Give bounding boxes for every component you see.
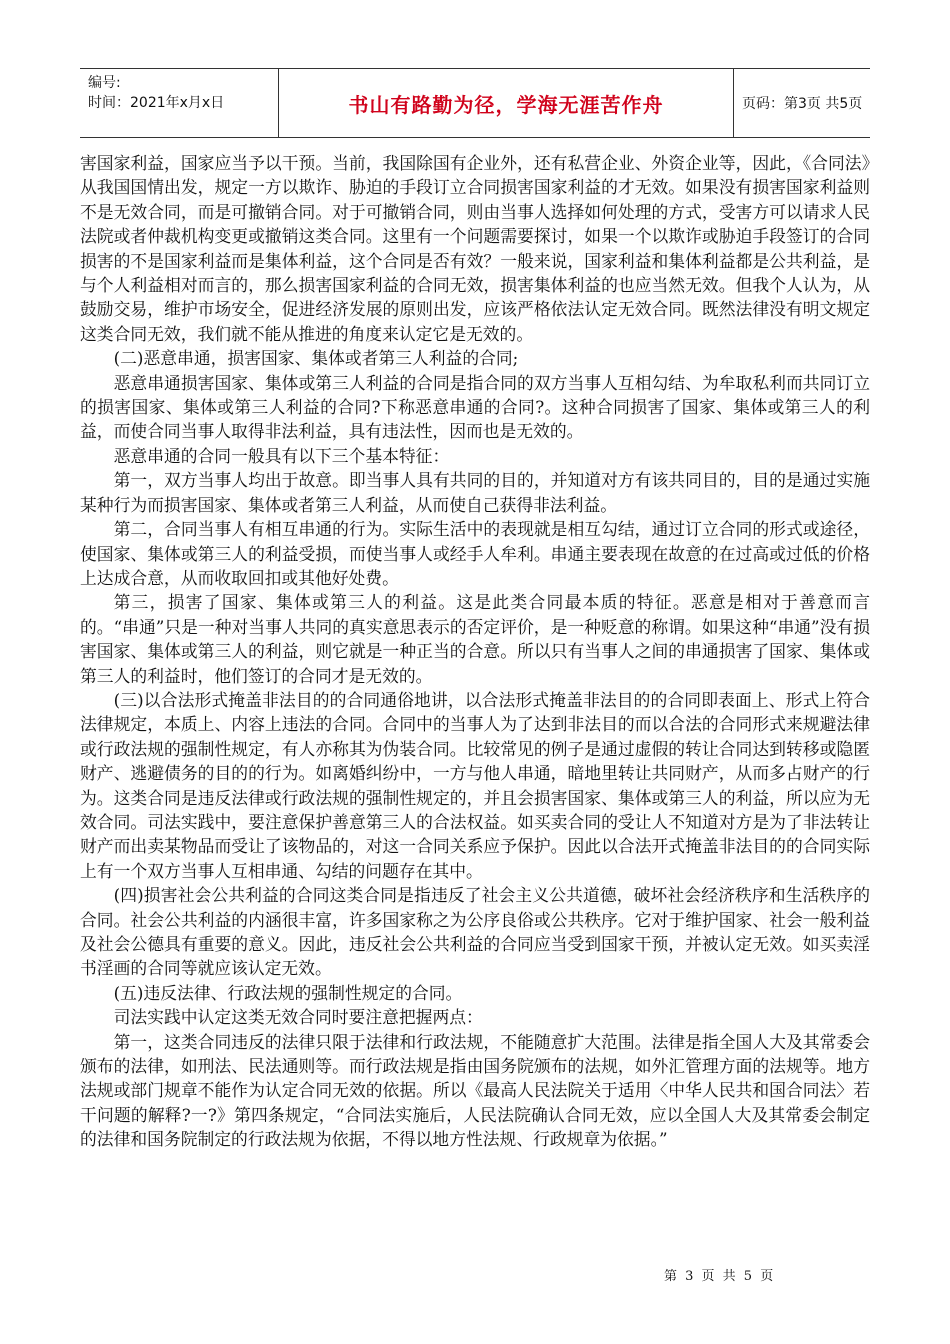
page-header	[80, 68, 870, 138]
document-body	[80, 151, 870, 1152]
paragraph: 第一，这类合同违反的法律只限于法律和行政法规，不能随意扩大范围。法律是指全国人大及其常委会颁布的法律，如刑法、民法通则等。而行政法规是指由国务院颁布的法规，如外汇管理方面的法规等。地方法规或部门规章不能作为认定合同无效的依据。所以《最高人民法院关于适用〈中华人民共和国合同法〉若干问题的解释?一?》第四条规定，“合同法实施后，人民法院确认合同无效，应以全国人大及其常委会制定的法律和国务院制定的行政法规为依据，不得以地方性法规、行政规章为依据。”	[80, 1031, 870, 1150]
paragraph: 恶意串通的合同一般具有以下三个基本特征：	[113, 445, 450, 466]
header-motto: 书山有路勤为径，学海无涯苦作舟	[278, 69, 734, 137]
paragraph: 第一，双方当事人均出于故意。即当事人具有共同的目的，并知道对方有该共同目的，目的是通过实施某种行为而损害国家、集体或者第三人利益，从而使自己获得非法利益。	[80, 470, 870, 515]
date-label: 时间：2021年x月x日	[88, 95, 225, 111]
header-page-number: 页码：第3页 共5页	[742, 96, 863, 112]
section-heading: (二)恶意串通，损害国家、集体或者第三人利益的合同;	[113, 348, 519, 369]
paragraph: 害国家利益，国家应当予以干预。当前，我国除国有企业外，还有私营企业、外资企业等，因此，《合同法》从我国国情出发，规定一方以欺诈、胁迫的手段订立合同损害国家利益的才无效。如果没有损害国家利益则不是无效合同，而是可撤销合同。对于可撤销合同，则由当事人选择如何处理的方式，受害方可以请求人民法院或者仲裁机构变更或撤销这类合同。这里有一个问题需要探讨，如果一个以欺诈或胁迫手段签订的合同损害的不是国家利益而是集体利益，这个合同是否有效？一般来说，国家利益和集体利益都是公共利益，是与个人利益相对而言的，那么损害国家利益的合同无效，损害集体利益的也应当然无效。但我个人认为，从鼓励交易，维护市场安全，促进经济发展的原则出发，应该严格依法认定无效合同。既然法律没有明文规定这类合同无效，我们就不能从推进的角度来认定它是无效的。	[80, 153, 870, 344]
paragraph: 第二，合同当事人有相互串通的行为。实际生活中的表现就是相互勾结，通过订立合同的形式或途径，使国家、集体或第三人的利益受损，而使当事人或经手人牟利。串通主要表现在故意的在过高或过低的价格上达成合意，从而收取回扣或其他好处费。	[80, 519, 870, 588]
document-number-label: 编号:	[88, 75, 121, 91]
paragraph: 第三，损害了国家、集体或第三人的利益。这是此类合同最本质的特征。恶意是相对于善意而言的。“串通”只是一种对当事人共同的真实意思表示的否定评价，是一种贬意的称谓。如果这种“串通”没有损害国家、集体或第三人的利益，则它就是一种正当的合意。所以只有当事人之间的串通损害了国家、集体或第三人的利益时，他们签订的合同才是无效的。	[80, 592, 870, 686]
paragraph: (四)损害社会公共利益的合同这类合同是指违反了社会主义公共道德，破坏社会经济秩序和生活秩序的合同。社会公共利益的内涵很丰富，许多国家称之为公序良俗或公共秩序。它对于维护国家、社会一般利益及社会公德具有重要的意义。因此，违反社会公共利益的合同应当受到国家干预，并被认定无效。如买卖淫书淫画的合同等就应该认定无效。	[80, 885, 870, 979]
page-footer: 第 3 页 共 5 页	[664, 1269, 776, 1284]
paragraph: (三)以合法形式掩盖非法目的的合同通俗地讲，以合法形式掩盖非法目的的合同即表面上、形式上符合法律规定，本质上、内容上违法的合同。合同中的当事人为了达到非法目的而以合法的合同形式来规避法律或行政法规的强制性规定，有人亦称其为伪装合同。比较常见的例子是通过虚假的转让合同达到转移或隐匿财产、逃避债务的目的的行为。如离婚纠纷中，一方与他人串通，暗地里转让共同财产，从而多占财产的行为。这类合同是违反法律或行政法规的强制性规定的，并且会损害国家、集体或第三人的利益，所以应为无效合同。司法实践中，要注意保护善意第三人的合法权益。如买卖合同的受让人不知道对方是为了非法转让财产而出卖某物品而受让了该物品的，对这一合同关系应予保护。因此以合法开式掩盖非法目的的合同实际上有一个双方当事人互相串通、勾结的问题存在其中。	[80, 689, 870, 881]
header-meta	[80, 69, 278, 137]
paragraph: 恶意串通损害国家、集体或第三人利益的合同是指合同的双方当事人互相勾结、为牟取私利而共同订立的损害国家、集体或第三人利益的合同?下称恶意串通的合同?。这种合同损害了国家、集体或第三人的利益，而使合同当事人取得非法利益，具有违法性，因而也是无效的。	[80, 372, 870, 442]
section-heading: (五)违反法律、行政法规的强制性规定的合同。	[113, 982, 463, 1003]
paragraph: 司法实践中认定这类无效合同时要注意把握两点：	[113, 1007, 483, 1028]
